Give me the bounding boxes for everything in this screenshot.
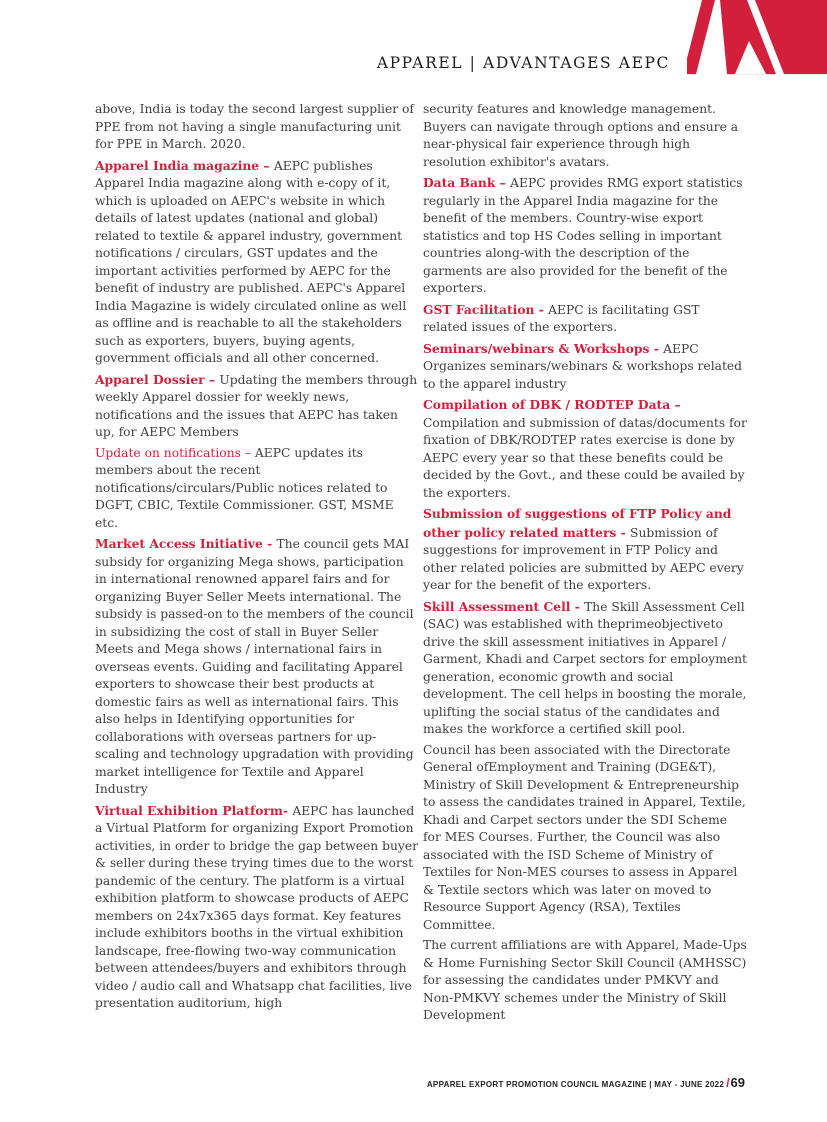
paragraph: above, India is today the second largest supplier of PPE from not having a single manufacturing unit for PPE in March. 2020. [95, 102, 414, 151]
section-heading: Skill Assessment Cell - [423, 598, 585, 614]
section-heading: Data Bank – [423, 175, 511, 190]
section-heading: Compilation of DBK / RODTEP Data – [423, 397, 681, 412]
paragraph: Apparel India magazine – AEPC publishes Apparel India magazine along with e-copy of it, which is uploaded on AEPC's website in which details of latest updates (national and global) related to textile & apparel industry, government notifications / circulars, GST updates and the important activities performed by AEPC for the benefit of industry are published. AEPC's Apparel India Magazine is widely circulated online as well as offline and is reachable to all the stakeholders such as exporters, buyers, buying agents, government officials and all other concerned. [95, 157, 407, 365]
paragraph: security features and knowledge management. Buyers can navigate through options and ensure a near-physical fair experience through high resolution exhibitor's avatars. [423, 102, 739, 169]
paragraph: Compilation of DBK / RODTEP Data – Compilation and submission of datas/documents for fixation of DBK/RODTEP rates exercise is done by AEPC every year so that these benefits could be decided by the Govt., and these could be availed by the exporters. [423, 397, 747, 500]
paragraph: Market Access Initiative - The council gets MAI subsidy for organizing Mega shows, participation in international renowned apparel fairs and for organizing Buyer Seller Meets international. The subsidy is passed-on to the members of the council in subsidizing the cost of stall in Buyer Seller Meets and Mega shows / international fairs in overseas events. Guiding and facilitating Apparel exporters to showcase their best products at domestic fairs as well as international fairs. This also helps in Identifying opportunities for collaborations with overseas partners for up-scaling and technology upgradation with providing market intelligence for Textile and Apparel Industry [95, 536, 414, 796]
section-heading: Update on notifications – [95, 445, 255, 460]
section-heading: Apparel India magazine – [95, 157, 274, 173]
section-heading: Seminars/webinars & Workshops - [423, 340, 664, 356]
paragraph: Update on notifications – AEPC updates its members about the recent notifications/circulars/Public notices related to DGFT, CBIC, Textile Commissioner. GST, MSME etc. [95, 445, 394, 530]
paragraph: Submission of suggestions of FTP Policy and other policy related matters - Submission of suggestions for improvement in FTP Policy and other related policies are submitted by AEPC every year for the benefit of the exporters. [423, 506, 744, 592]
footer-magazine-title: APPAREL EXPORT PROMOTION COUNCIL MAGAZINE | MAY - JUNE 2022 [426, 1080, 725, 1089]
footer-separator: / [726, 1076, 730, 1090]
paragraph: The current affiliations are with Apparel, Made-Ups & Home Furnishing Sector Skill Council (AMHSSC) for assessing the candidates under PMKVY and Non-PMKVY schemes under the Ministry of Skill Development [423, 938, 747, 1022]
left-column [95, 101, 419, 1016]
section-heading: Market Access Initiative - [95, 536, 277, 551]
paragraph: Virtual Exhibition Platform- AEPC has launched a Virtual Platform for organizing Export Promotion activities, in order to bridge the gap between buyer & seller during these trying times due to the worst pandemic of the century. The platform is a virtual exhibition platform to showcase products of AEPC members on 24x7x365 days format. Key features include exhibitors booths in the virtual exhibition landscape, free-flowing two-way communication between attendees/buyers and exhibitors through video / audio call and Whatsapp chat facilities, live presentation auditorium, high [95, 802, 419, 1010]
page-number: 69 [730, 1075, 745, 1090]
page-footer [427, 1075, 745, 1090]
section-heading: Submission of suggestions of FTP Policy and other policy related matters - [423, 506, 732, 540]
page-header-title: APPAREL | ADVANTAGES AEPC [376, 54, 670, 72]
aepc-a-logo [687, 0, 827, 78]
section-heading: Virtual Exhibition Platform- [95, 802, 293, 818]
right-column [423, 101, 747, 1028]
paragraph: Skill Assessment Cell - The Skill Assessment Cell (SAC) was established with theprimeobjectiveto drive the skill assessment initiatives in Apparel / Garment, Khadi and Carpet sectors for employment generation, economic growth and social development. The cell helps in boosting the morale, uplifting the social status of the candidates and makes the workforce a certified skill pool. [423, 598, 748, 736]
paragraph: Council has been associated with the Directorate General ofEmployment and Training (DGE&T), Ministry of Skill Development & Entrepreneurship to assess the candidates trained in Apparel, Textile, Khadi and Carpet sectors under the SDI Scheme for MES Courses. Further, the Council was also associated with the ISD Scheme of Ministry of Textiles for Non-MES courses to assess in Apparel & Textile sectors which was later on moved to Resource Support Agency (RSA), Textiles Committee. [423, 742, 746, 932]
section-heading: Apparel Dossier – [95, 371, 220, 387]
paragraph: Apparel Dossier – Updating the members through weekly Apparel dossier for weekly news, notifications and the issues that AEPC has taken up, for AEPC Members [95, 371, 418, 439]
paragraph: GST Facilitation - AEPC is facilitating GST related issues of the exporters. [423, 301, 700, 334]
section-heading: GST Facilitation - [423, 301, 549, 317]
paragraph: Data Bank – AEPC provides RMG export statistics regularly in the Apparel India magazine for the benefit of the members. Country-wise export statistics and top HS Codes selling in important countries along-with the description of the garments are also provided for the benefit of the exporters. [423, 175, 743, 295]
paragraph: Seminars/webinars & Workshops - AEPC Organizes seminars/webinars & workshops related to the apparel industry [423, 340, 743, 391]
